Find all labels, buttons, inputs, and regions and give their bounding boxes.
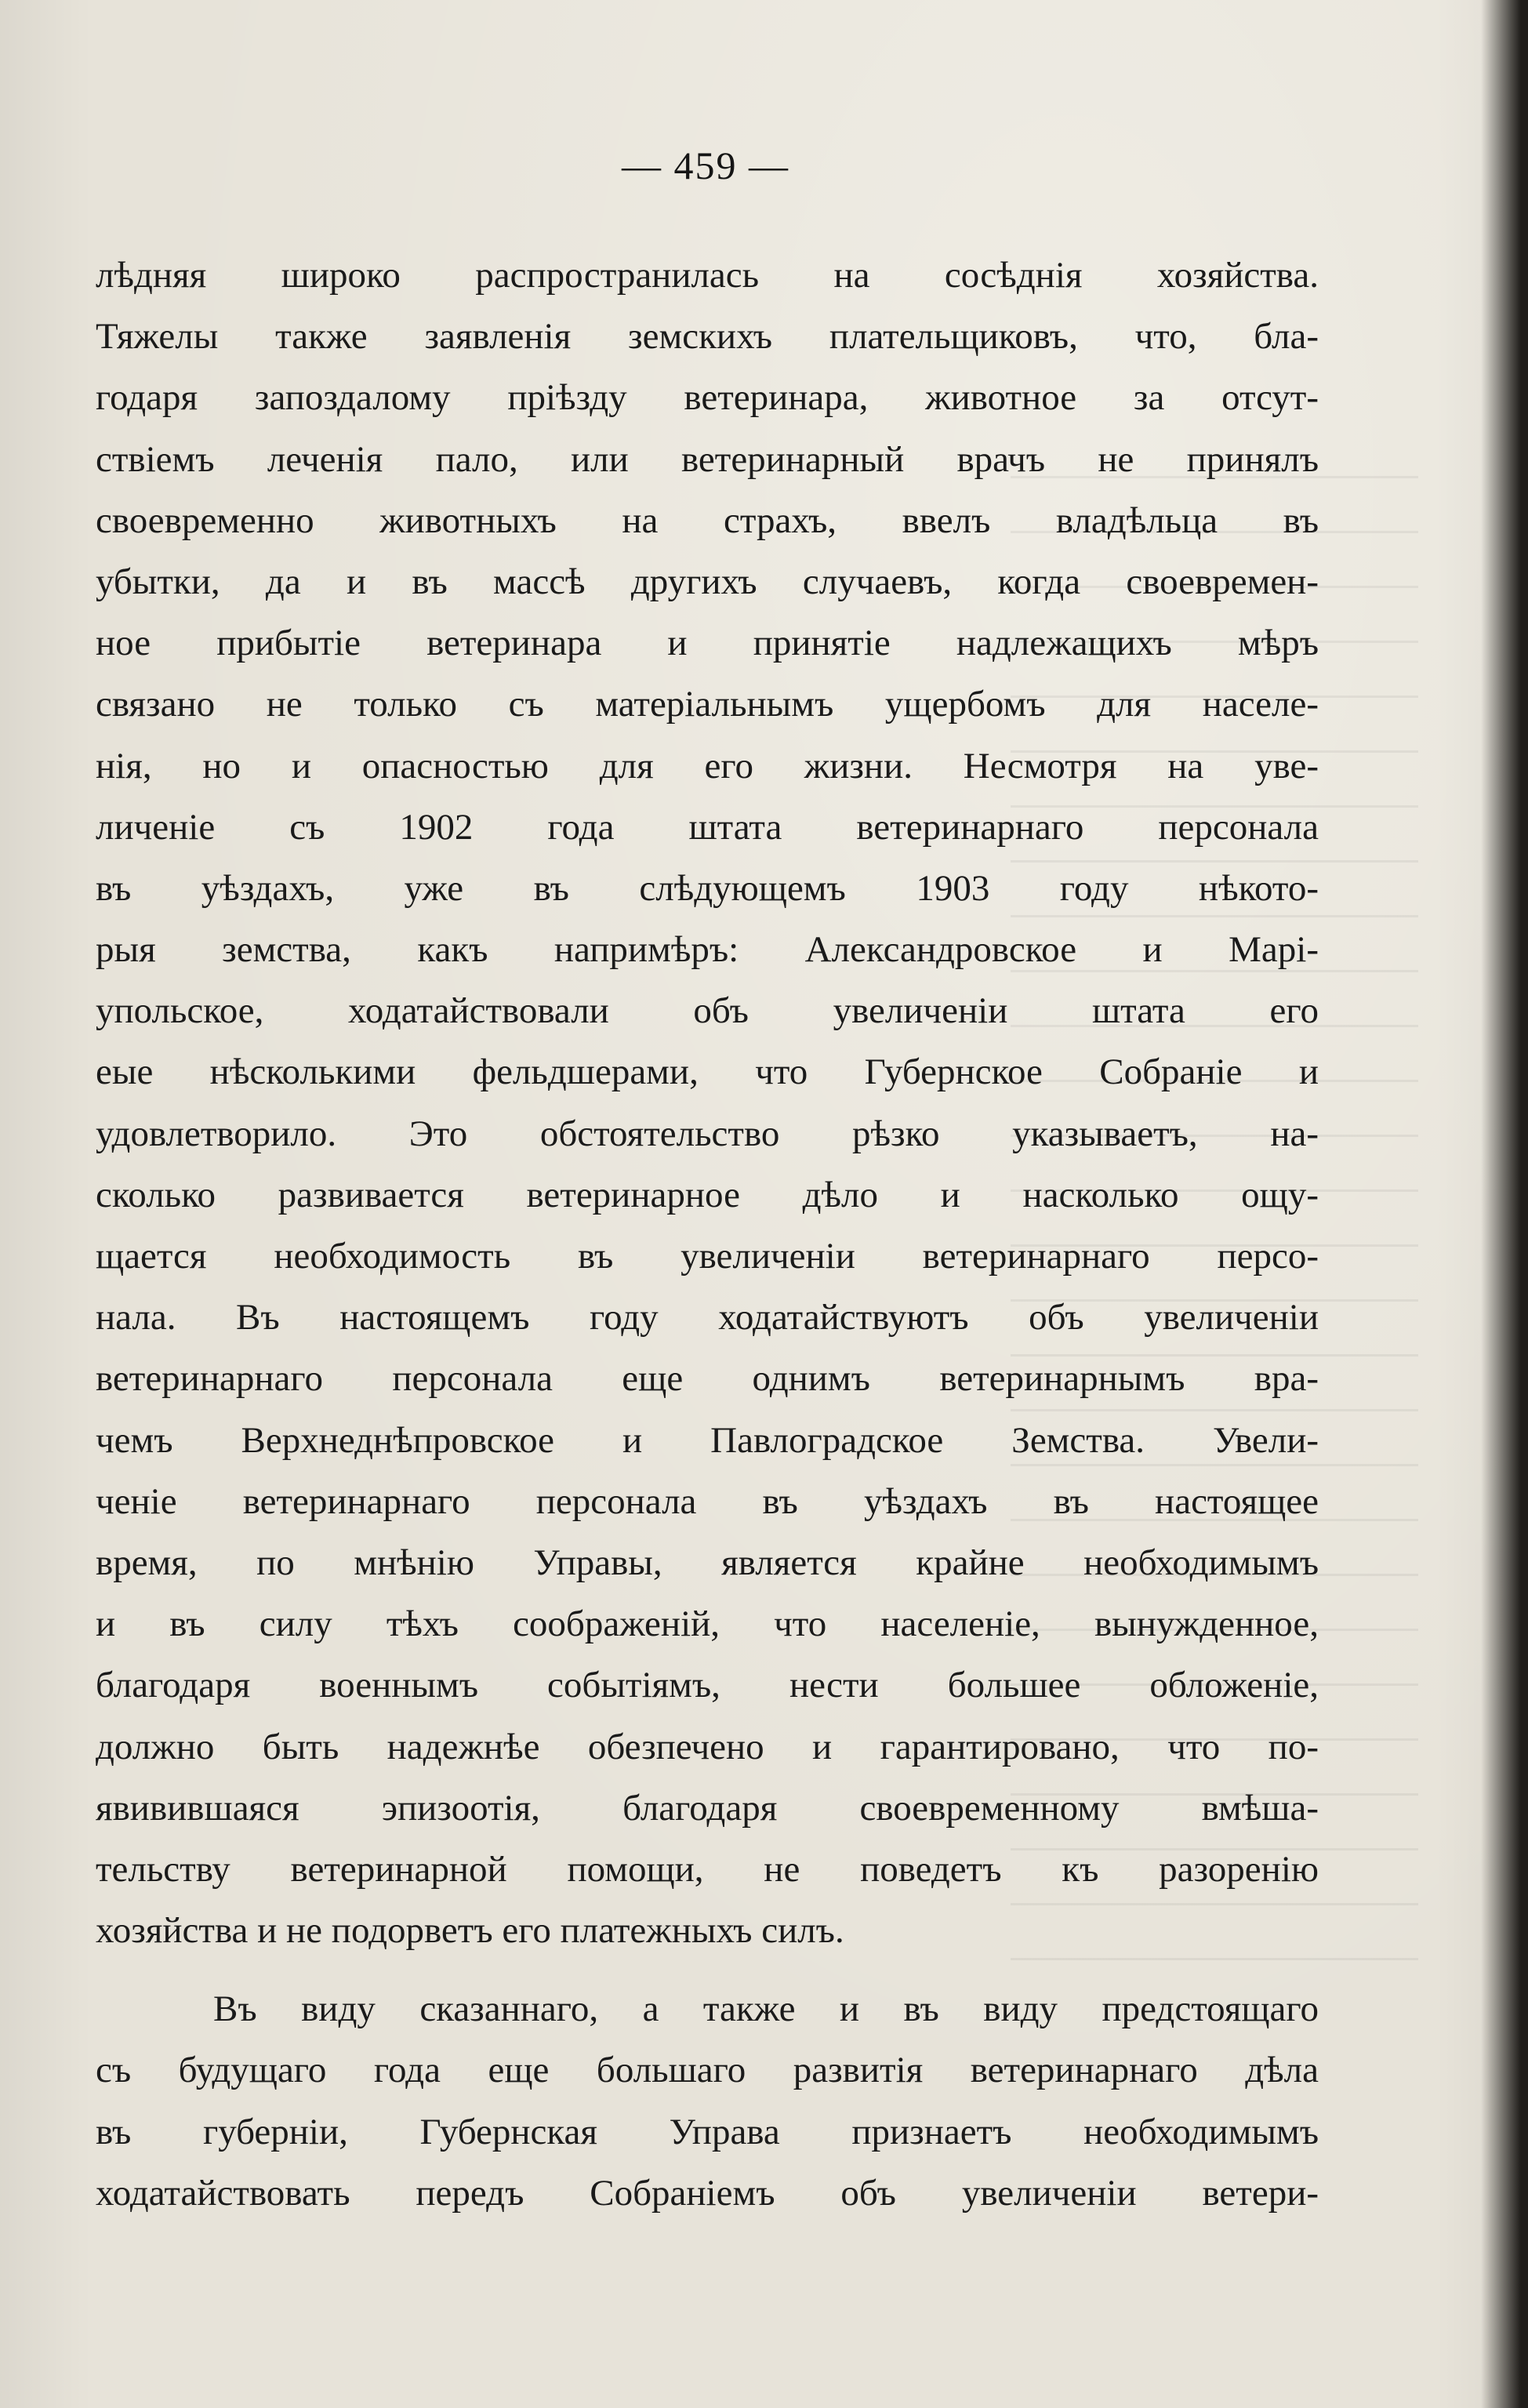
text-line: связано не только съ матеріальнымъ ущербомъ для населе- — [96, 684, 1319, 725]
text-line: явивившаяся эпизоотія, благодаря своевременному вмѣша- — [96, 1787, 1319, 1829]
text-line: рыя земства, какъ напримѣръ: Александровское и Марі- — [96, 929, 1319, 971]
text-line: нала. Въ настоящемъ году ходатайствуютъ объ увеличеніи — [96, 1297, 1319, 1338]
paragraph — [96, 245, 1319, 1961]
text-line: время, по мнѣнію Управы, является крайне необходимымъ — [96, 1542, 1319, 1583]
text-line: благодаря военнымъ событіямъ, нести большее обложеніе, — [96, 1665, 1319, 1706]
text-line: въ уѣздахъ, уже въ слѣдующемъ 1903 году нѣкото- — [96, 867, 1319, 909]
text-line: сколько развивается ветеринарное дѣло и насколько ощу- — [96, 1174, 1319, 1215]
text-line: лѣдняя широко распространилась на сосѣднія хозяйства. — [96, 255, 1319, 296]
text-line: ветеринарнаго персонала еще однимъ ветеринарнымъ вра- — [96, 1358, 1319, 1400]
text-line: убытки, да и въ массѣ другихъ случаевъ, когда своевремен- — [96, 561, 1319, 602]
text-line: ченіе ветеринарнаго персонала въ уѣздахъ въ настоящее — [96, 1480, 1319, 1522]
text-line: ное прибытіе ветеринара и принятіе надлежащихъ мѣръ — [96, 623, 1319, 664]
text-line: ствіемъ леченія пало, или ветеринарный врачъ не принялъ — [96, 438, 1319, 480]
text-line: и въ силу тѣхъ соображеній, что населеніе, вынужденное, — [96, 1604, 1319, 1645]
text-line: нія, но и опасностью для его жизни. Несмотря на уве- — [96, 745, 1319, 786]
page-number: — 459 — — [622, 143, 789, 187]
text-line: Въ виду сказаннаго, а также и въ виду предстоящаго — [213, 1989, 1319, 2030]
text-line: ходатайствовать передъ Собраніемъ объ увеличеніи ветери- — [96, 2172, 1319, 2214]
text-line: личеніе съ 1902 года штата ветеринарнаго персонала — [96, 806, 1319, 848]
body-text — [96, 245, 1319, 2224]
book-spine-shadow — [1481, 0, 1528, 2408]
text-line: должно быть надежнѣе обезпечено и гарантировано, что по- — [96, 1726, 1319, 1767]
text-line: удовлетворило. Это обстоятельство рѣзко указываетъ, на- — [96, 1113, 1319, 1154]
text-line: въ губерніи, Губернская Управа признаетъ необходимымъ — [96, 2111, 1319, 2152]
text-line: чемъ Верхнеднѣпровское и Павлоградское Земства. Увели- — [96, 1419, 1319, 1461]
text-line: съ будущаго года еще большаго развитія ветеринарнаго дѣла — [96, 2050, 1319, 2091]
text-line: Тяжелы также заявленія земскихъ плательщиковъ, что, бла- — [96, 316, 1319, 358]
paragraph — [96, 1978, 1319, 2224]
text-line: годаря запоздалому пріѣзду ветеринара, животное за отсут- — [96, 377, 1319, 419]
text-line: своевременно животныхъ на страхъ, ввелъ владѣльца въ — [96, 499, 1319, 541]
text-line: тельству ветеринарной помощи, не поведетъ къ разоренію — [96, 1848, 1319, 1890]
text-line: еые нѣсколькими фельдшерами, что Губернское Собраніе и — [96, 1051, 1319, 1093]
text-line: щается необходимость въ увеличеніи ветеринарнаго персо- — [96, 1236, 1319, 1277]
text-line: упольское, ходатайствовали объ увеличеніи штата его — [96, 990, 1319, 1032]
paragraph-gap — [96, 1961, 1319, 1978]
text-line: хозяйства и не подорветъ его платежныхъ силъ. — [96, 1910, 844, 1952]
